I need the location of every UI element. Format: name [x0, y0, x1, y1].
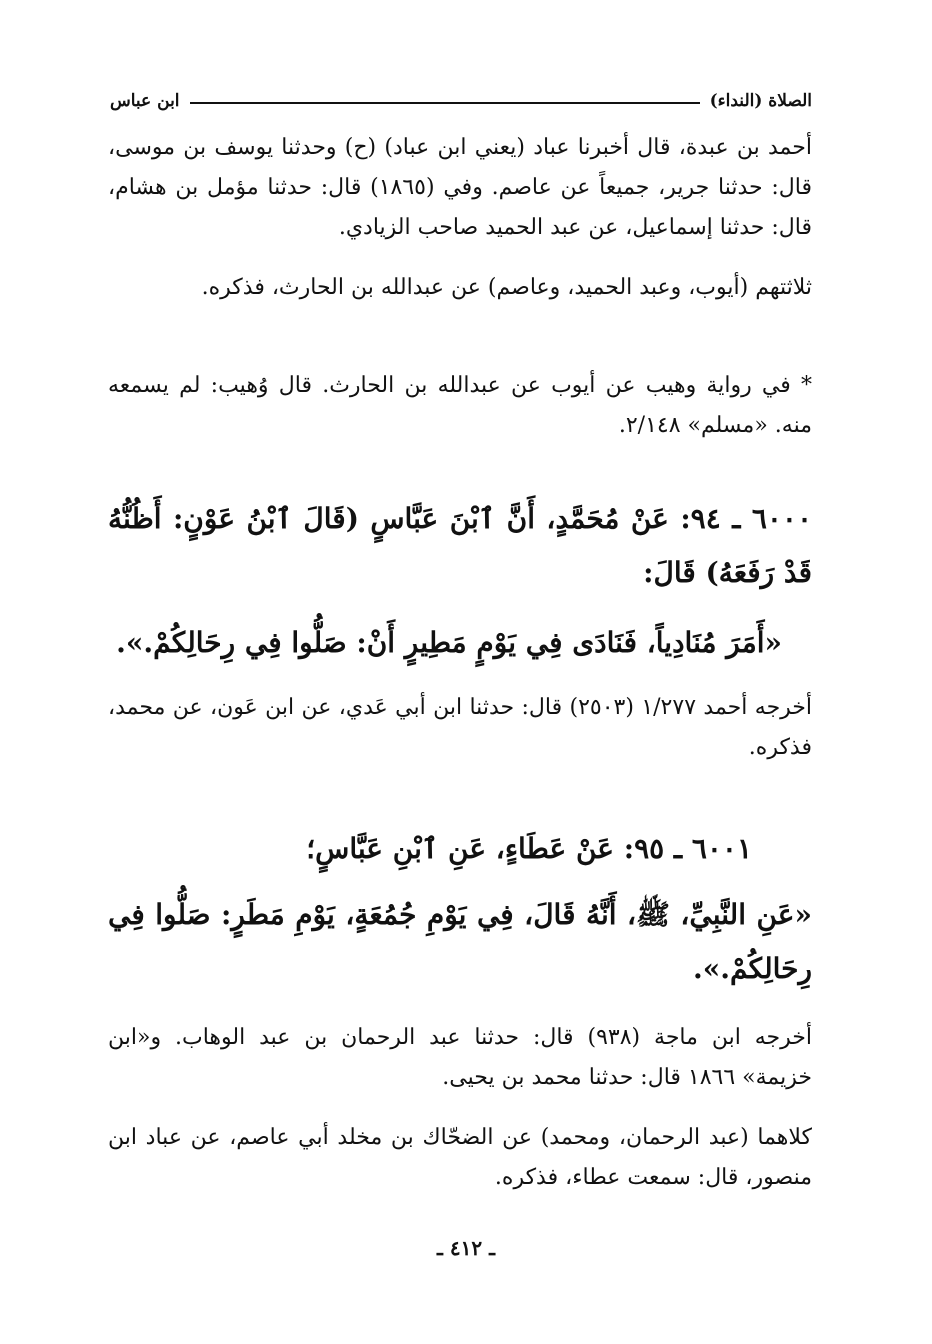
header-rule	[190, 102, 700, 104]
hadith-94-heading	[108, 492, 812, 600]
paragraph-chain-1	[108, 128, 812, 248]
paragraph-text: أخرجه ابن ماجة (٩٣٨) قال: حدثنا عبد الرحمان بن عبد الوهاب. و«ابن خزيمة» ١٨٦٦ قال: حدثنا محمد بن يحيى.	[108, 1025, 812, 1090]
footnote-wuhayb	[108, 366, 812, 446]
paragraph-chain-2	[108, 268, 812, 308]
hadith-95-heading	[108, 822, 812, 876]
paragraph-text: كلاهما (عبد الرحمان، ومحمد) عن الضحّاك بن مخلد أبي عاصم، عن عباد ابن منصور، قال: سمعت عطاء، فذكره.	[108, 1125, 812, 1190]
header-section-title: الصلاة (النداء)	[709, 91, 812, 111]
page-number: ـ ٤١٢ ـ	[437, 1236, 495, 1260]
running-header	[110, 86, 812, 116]
paragraph-text: أخرجه أحمد ١/٢٧٧ (٢٥٠٣) قال: حدثنا ابن أبي عَدي، عن ابن عَون، عن محمد، فذكره.	[108, 695, 813, 760]
hadith-94-matn	[108, 616, 812, 670]
hadith-heading-text: ٦٠٠١ ـ ٩٥: عَنْ عَطَاءٍ، عَنِ ٱبْنِ عَبَّاسٍ؛	[306, 832, 752, 865]
hadith-quote-text: «أَمَرَ مُنَادِياً، فَنَادَى فِي يَوْمٍ مَطِيرٍ أَنْ: صَلُّوا فِي رِحَالِكُمْ.».	[116, 626, 782, 659]
hadith-quote-text: «عَنِ النَّبِيِّ، ﷺ، أَنَّهُ قَالَ، فِي يَوْمِ جُمُعَةٍ، يَوْمِ مَطَرٍ: صَلُّوا فِي رِحَالِكُمْ.».	[108, 898, 812, 985]
hadith-94-takhrij	[108, 688, 812, 768]
paragraph-text: * في رواية وهيب عن أيوب عن عبدالله بن الحارث. قال وُهيب: لم يسمعه منه. «مسلم» ٢/١٤٨.	[108, 373, 812, 438]
hadith-95-matn	[108, 888, 812, 996]
paragraph-text: ثلاثتهم (أيوب، وعبد الحميد، وعاصم) عن عبدالله بن الحارث، فذكره.	[201, 275, 812, 300]
paragraph-text: أحمد بن عبدة، قال أخبرنا عباد (يعني ابن عباد) (ح) وحدثنا يوسف بن موسى، قال: حدثنا جرير، جميعاً عن عاصم. وفي (١٨٦٥) قال: حدثنا مؤمل بن هشام، قال: حدثنا إسماعيل، عن عبد الحميد صاحب الزيادي.	[108, 135, 812, 240]
hadith-95-chain	[108, 1118, 812, 1198]
header-companion-name: ابن عباس	[110, 91, 180, 111]
hadith-heading-text: ٦٠٠٠ ـ ٩٤: عَنْ مُحَمَّدٍ، أَنَّ ٱبْنَ عَبَّاسٍ (قَالَ ٱبْنُ عَوْنٍ: أَظُنُّهُ قَدْ رَفَعَهُ) قَالَ:	[108, 502, 812, 589]
hadith-95-takhrij	[108, 1018, 812, 1098]
